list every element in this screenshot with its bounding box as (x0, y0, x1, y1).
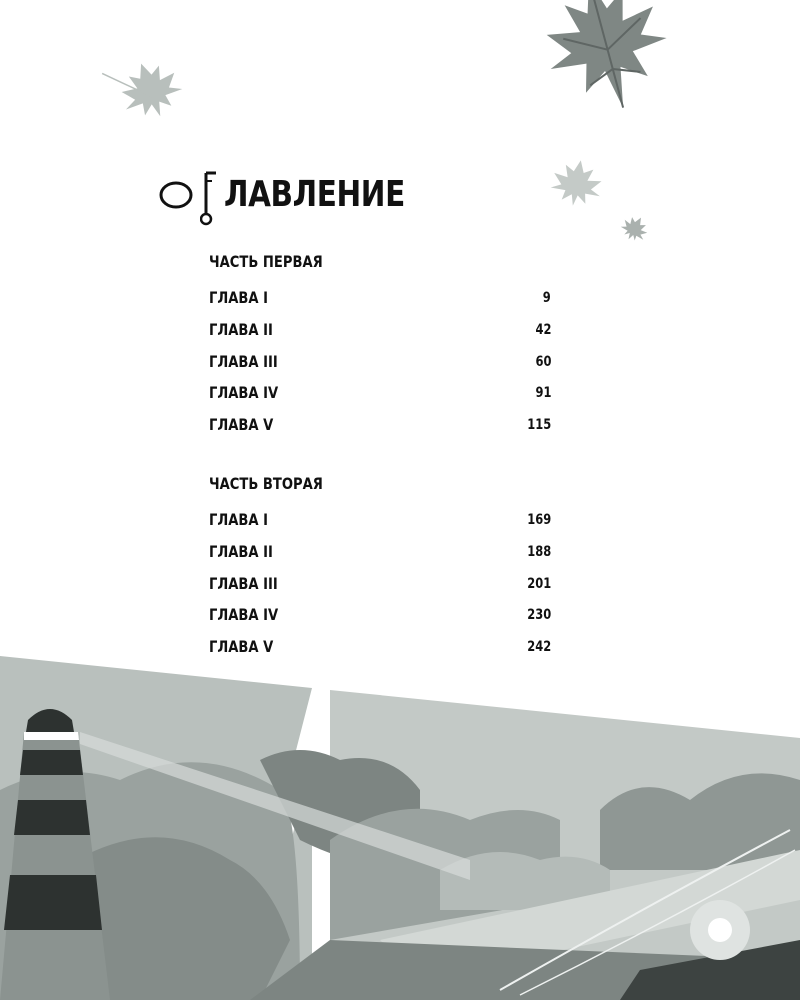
chapter-label: ГЛАВА V (209, 415, 274, 434)
maple-leaf-icon (102, 50, 188, 130)
page-title-text: ЛАВЛЕНИЕ (224, 174, 405, 215)
page-number: 201 (527, 575, 551, 592)
chapter-label: ГЛАВА III (209, 573, 278, 593)
page-number: 115 (527, 417, 551, 433)
page-number: 91 (535, 385, 551, 402)
page-number: 188 (527, 543, 551, 560)
toc-entry[interactable] (209, 320, 551, 340)
falling-leaves (0, 0, 800, 260)
maple-leaf-icon (531, 0, 681, 123)
part-heading: ЧАСТЬ ПЕРВАЯ (209, 252, 323, 271)
toc-entry[interactable] (209, 605, 551, 625)
part-heading: ЧАСТЬ ВТОРАЯ (209, 474, 323, 493)
toc-entry[interactable] (209, 352, 551, 372)
maple-leaf-icon (548, 156, 605, 210)
title-letter-o (158, 180, 194, 210)
landscape-illustration (0, 640, 800, 1000)
chapter-label: ГЛАВА II (209, 319, 273, 339)
chapter-label: ГЛАВА I (209, 510, 269, 529)
page-number: 42 (535, 321, 551, 338)
key-icon (200, 171, 220, 227)
toc-entry[interactable] (209, 288, 551, 308)
page-number: 230 (527, 607, 551, 624)
toc-entry[interactable] (209, 542, 551, 562)
page-number: 242 (527, 639, 551, 655)
toc-entry[interactable] (209, 510, 551, 530)
toc-entry[interactable] (209, 574, 551, 594)
page-number: 9 (543, 290, 551, 306)
chapter-label: ГЛАВА II (209, 541, 273, 561)
chapter-label: ГЛАВА V (209, 637, 274, 656)
page-number: 169 (527, 512, 551, 528)
maple-leaf-icon (617, 211, 652, 246)
chapter-label: ГЛАВА IV (209, 383, 279, 403)
chapter-label: ГЛАВА IV (209, 605, 279, 625)
page-number: 60 (535, 353, 551, 370)
toc-entry[interactable] (209, 415, 551, 435)
chapter-label: ГЛАВА I (209, 288, 269, 307)
chapter-label: ГЛАВА III (209, 351, 278, 371)
toc-entry[interactable] (209, 383, 551, 403)
